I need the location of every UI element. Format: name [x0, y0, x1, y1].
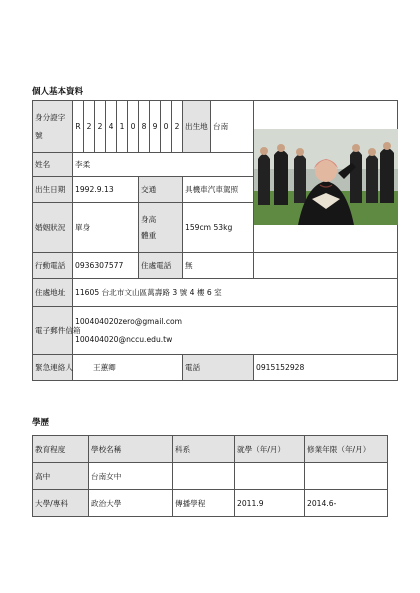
address-label: 住處地址 — [33, 279, 73, 307]
edu-header-level: 教育程度 — [33, 436, 89, 463]
id-char: 2 — [172, 101, 183, 153]
id-char: R — [73, 101, 84, 153]
id-char: 9 — [150, 101, 161, 153]
id-char: 4 — [106, 101, 117, 153]
birthplace-value: 台南 — [211, 101, 254, 153]
graduation-photo-image — [254, 129, 398, 225]
id-char: 2 — [84, 101, 95, 153]
transport-label: 交通 — [139, 177, 183, 203]
emergency-contact-name: 王蕙卿 — [73, 355, 183, 381]
id-char: 0 — [161, 101, 172, 153]
profile-photo — [254, 129, 398, 225]
mobile-label: 行動電話 — [33, 253, 73, 279]
emergency-phone-label: 電話 — [183, 355, 254, 381]
emergency-contact-label: 緊急連絡人 — [33, 355, 73, 381]
name-label: 姓名 — [33, 153, 73, 177]
edu-duration — [305, 463, 388, 490]
address-value: 11605 台北市文山區萬壽路 3 號 4 樓 6 室 — [73, 279, 398, 307]
birthdate-label: 出生日期 — [33, 177, 73, 203]
id-char: 1 — [117, 101, 128, 153]
photo-cell — [254, 101, 398, 253]
edu-school: 政治大學 — [89, 490, 173, 517]
edu-duration: 2014.6- — [305, 490, 388, 517]
education-section-title: 學歷 — [32, 418, 50, 428]
id-char: 8 — [139, 101, 150, 153]
empty-cell — [254, 253, 398, 279]
edu-level: 大學/專科 — [33, 490, 89, 517]
edu-enrolled: 2011.9 — [235, 490, 305, 517]
height-weight-value: 159cm 53kg — [183, 203, 254, 253]
mobile-value: 0936307577 — [73, 253, 139, 279]
home-phone-label: 住處電話 — [139, 253, 183, 279]
edu-school: 台南女中 — [89, 463, 173, 490]
birthplace-label: 出生地 — [183, 101, 211, 153]
birthdate-value: 1992.9.13 — [73, 177, 139, 203]
edu-header-school: 學校名稱 — [89, 436, 173, 463]
id-char: 0 — [128, 101, 139, 153]
personal-info-table — [32, 100, 398, 381]
home-phone-value: 無 — [183, 253, 254, 279]
edu-header-duration: 修業年限（年/月） — [305, 436, 388, 463]
id-char: 2 — [95, 101, 106, 153]
email-values — [73, 307, 398, 355]
id-number-label: 身分證字號 — [33, 101, 73, 153]
edu-level: 高中 — [33, 463, 89, 490]
marital-status-value: 單身 — [73, 203, 139, 253]
height-weight-label — [139, 203, 183, 253]
name-value: 李柔 — [73, 153, 254, 177]
marital-status-label: 婚姻狀況 — [33, 203, 73, 253]
personal-section-title: 個人基本資料 — [32, 87, 84, 97]
transport-value: 具機車汽車駕照 — [183, 177, 254, 203]
email-label: 電子郵件信箱 — [33, 307, 73, 355]
emergency-phone-value: 0915152928 — [254, 355, 398, 381]
email-primary: 100404020zero@gmail.com — [75, 316, 183, 326]
education-table — [32, 435, 388, 517]
height-label: 身高 — [141, 214, 157, 224]
edu-department — [173, 463, 235, 490]
edu-enrolled — [235, 463, 305, 490]
edu-header-department: 科系 — [173, 436, 235, 463]
edu-department: 傳播學程 — [173, 490, 235, 517]
edu-header-enrolled: 就學（年/月） — [235, 436, 305, 463]
weight-label: 體重 — [141, 230, 157, 240]
email-secondary: 100404020@nccu.edu.tw — [75, 334, 173, 344]
